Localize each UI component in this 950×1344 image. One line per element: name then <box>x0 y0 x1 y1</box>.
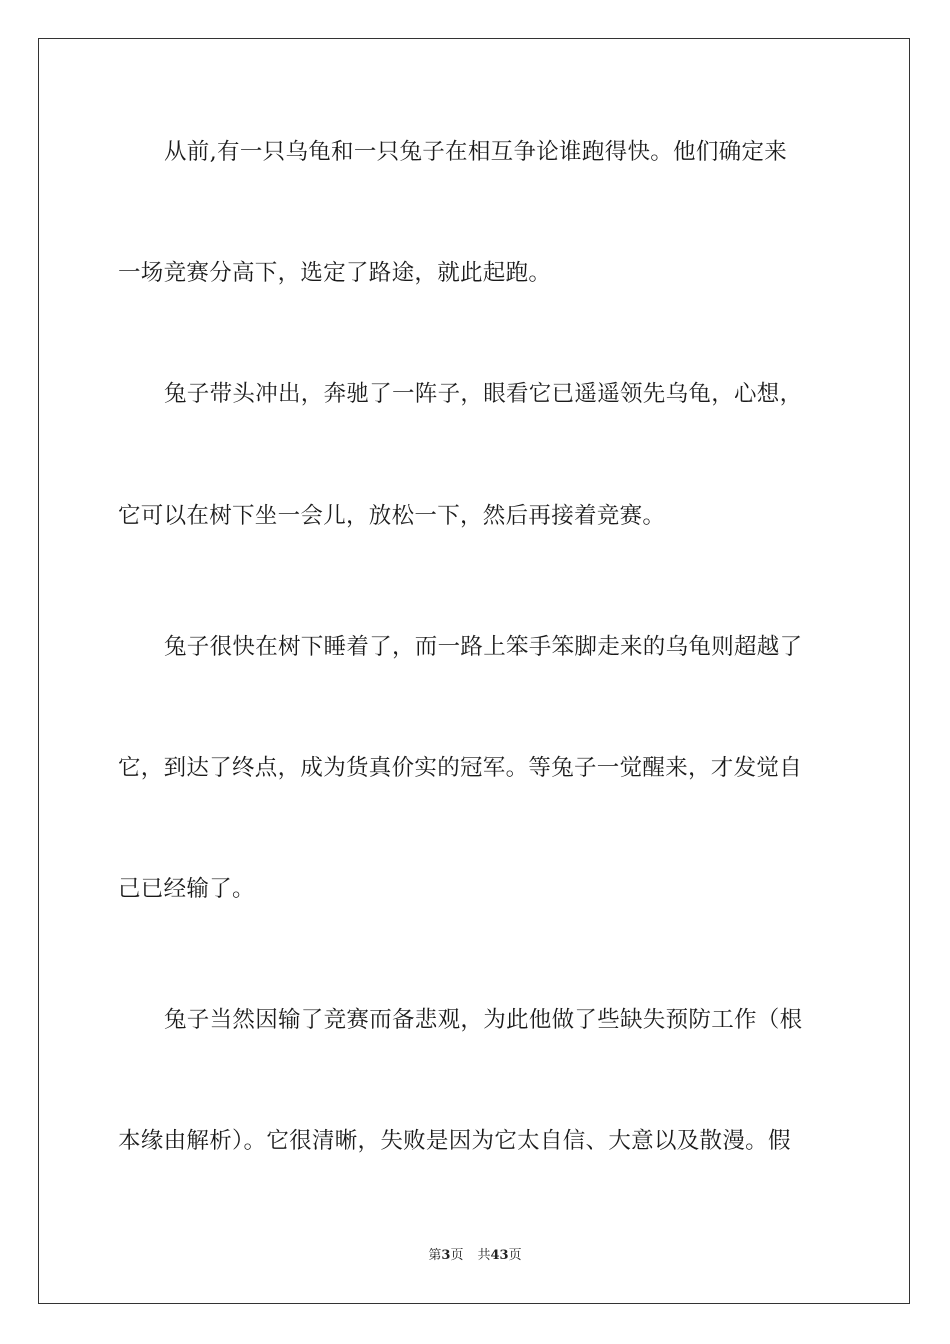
page-suffix: 页 <box>450 1248 464 1263</box>
page-number: 3 <box>441 1248 451 1263</box>
page-prefix: 第 <box>428 1248 442 1263</box>
paragraph-1-line-2: 一场竞赛分高下，选定了路途，就此起跑。 <box>118 260 552 286</box>
page-footer <box>0 1247 950 1265</box>
paragraph-2-line-2: 它可以在树下坐一会儿，放松一下，然后再接着竞赛。 <box>118 503 666 529</box>
paragraph-3-line-1: 兔子很快在树下睡着了，而一路上笨手笨脚走来的乌龟则超越了 <box>164 634 803 660</box>
total-suffix: 页 <box>508 1248 522 1263</box>
total-prefix: 共 <box>477 1248 491 1263</box>
paragraph-4-line-1: 兔子当然因输了竞赛而备悲观，为此他做了些缺失预防工作（根 <box>164 1007 803 1033</box>
paragraph-4-line-2: 本缘由解析）。它很清晰，失败是因为它太自信、大意以及散漫。假 <box>118 1128 791 1154</box>
total-pages: 43 <box>490 1248 509 1263</box>
page-border <box>38 38 910 1304</box>
paragraph-3-line-3: 己已经输了。 <box>118 876 255 902</box>
paragraph-2-line-1: 兔子带头冲出，奔驰了一阵子，眼看它已遥遥领先乌龟，心想， <box>164 381 803 407</box>
paragraph-1-line-1: 从前,有一只乌龟和一只兔子在相互争论谁跑得快。他们确定来 <box>164 139 788 165</box>
paragraph-3-line-2: 它，到达了终点，成为货真价实的冠军。等兔子一觉醒来，才发觉自 <box>118 755 803 781</box>
